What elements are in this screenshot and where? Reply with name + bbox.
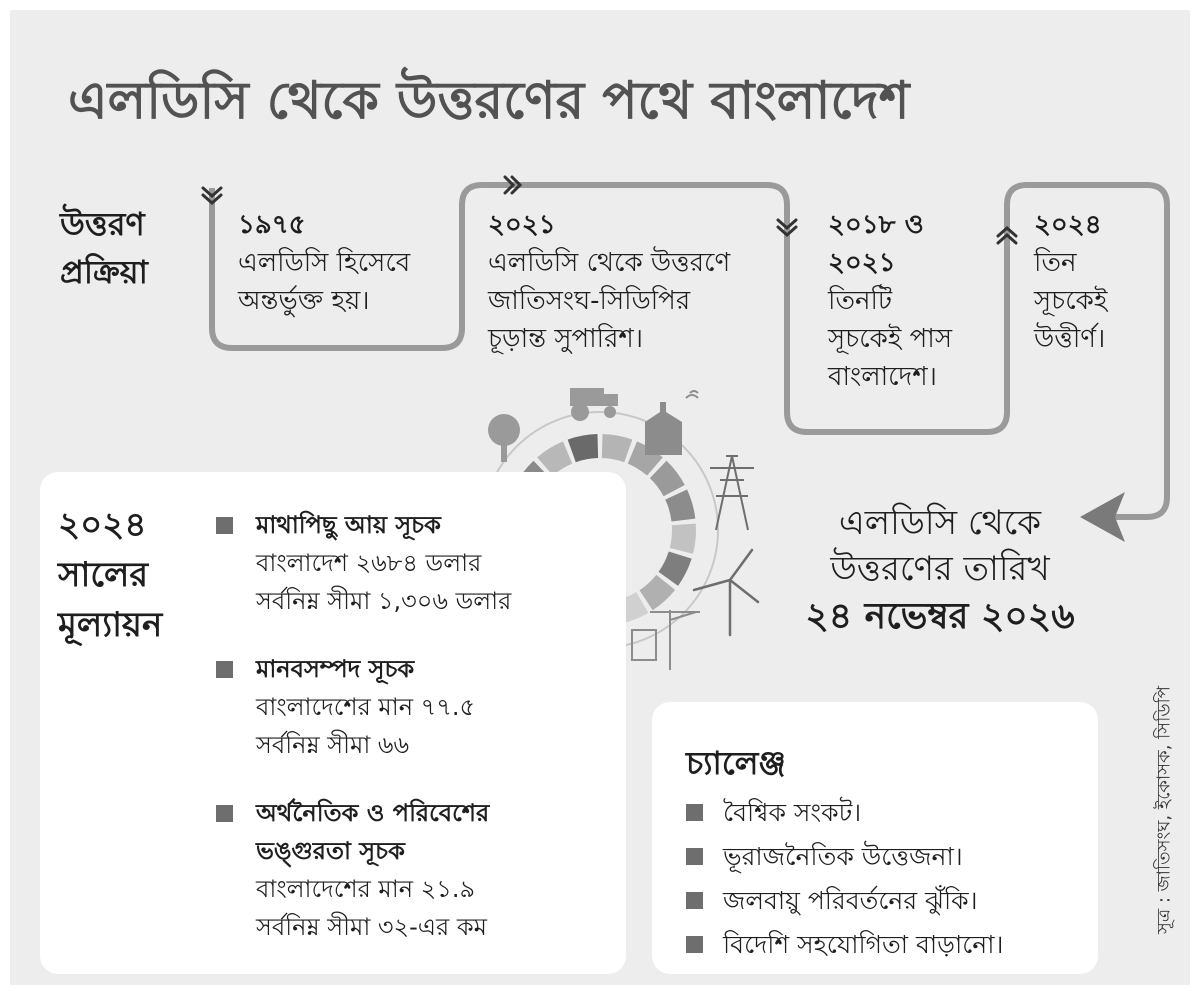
step-text: তিনটি xyxy=(828,286,893,316)
assessment-title-line: ২০২৪ xyxy=(58,505,147,545)
indicator-line: বাংলাদেশের মান ২১.৯ xyxy=(256,875,476,903)
step-text: জাতিসংঘ-সিডিপির xyxy=(488,286,691,316)
wheel-segment xyxy=(670,524,696,554)
bullet-square-icon xyxy=(216,517,233,534)
step-text: তিন xyxy=(1034,248,1077,278)
indicator-line: সর্বনিম্ন সীমা ১,৩০৬ ডলার xyxy=(256,587,512,615)
wheel-segment xyxy=(568,434,598,462)
assessment-title-line: মূল্যায়ন xyxy=(58,605,163,645)
indicator-line: সর্বনিম্ন সীমা ৩২-এর কম xyxy=(256,913,488,941)
timeline-step-1975 xyxy=(238,206,458,320)
challenge-text: ভূরাজনৈতিক উত্তেজনা। xyxy=(723,842,963,871)
challenge-item xyxy=(686,884,978,918)
bullet-square-icon xyxy=(686,848,703,865)
wind-turbine-icon xyxy=(694,550,758,635)
factory-icon xyxy=(645,391,698,455)
challenge-item xyxy=(686,840,963,874)
step-year: ২০২৪ xyxy=(1034,210,1102,240)
process-label-line: প্রক্রিয়া xyxy=(60,253,148,291)
bullet-square-icon xyxy=(216,805,233,822)
challenges-title: চ্যালেঞ্জ xyxy=(686,744,786,782)
step-text: এলডিসি থেকে উত্তরণে xyxy=(488,248,731,278)
indicator-per-capita-income xyxy=(216,506,616,620)
timeline-step-2021 xyxy=(488,206,778,358)
indicator-line: বাংলাদেশ ২৬৮৪ ডলার xyxy=(256,549,482,577)
step-text: অন্তর্ভুক্ত হয়। xyxy=(238,286,370,316)
tree-icon xyxy=(488,414,520,462)
process-label-line: উত্তরণ xyxy=(60,205,145,243)
indicator-vulnerability xyxy=(216,794,616,946)
indicator-heading: অর্থনৈতিক ও পরিবেশের xyxy=(256,799,490,827)
step-text: বাংলাদেশ। xyxy=(828,362,937,392)
graduation-line: উত্তরণের তারিখ xyxy=(830,549,1050,589)
step-text: সূচকেই পাস xyxy=(828,324,952,354)
bullet-square-icon xyxy=(686,936,703,953)
step-year: ২০২১ xyxy=(488,210,556,240)
indicator-heading: মাথাপিছু আয় সূচক xyxy=(256,511,441,539)
assessment-title-line: সালের xyxy=(58,555,149,595)
process-label xyxy=(60,200,148,296)
source-text: সূত্র : জাতিসংঘ, ইকোসক, সিডিপি xyxy=(1153,686,1175,934)
bullet-square-icon xyxy=(216,661,233,678)
wheel-segment xyxy=(665,489,695,521)
challenge-text: জলবায়ু পরিবর্তনের ঝুঁকি। xyxy=(723,886,978,915)
indicator-line: সর্বনিম্ন সীমা ৬৬ xyxy=(256,731,410,759)
step-year: ১৯৭৫ xyxy=(238,210,306,240)
bullet-square-icon xyxy=(686,892,703,909)
graduation-line: এলডিসি থেকে xyxy=(838,503,1042,543)
bullet-square-icon xyxy=(686,804,703,821)
challenge-text: বৈশ্বিক সংকট। xyxy=(723,798,862,827)
timeline-step-2024 xyxy=(1034,206,1164,358)
step-text: এলডিসি হিসেবে xyxy=(238,248,411,278)
tractor-icon xyxy=(570,388,618,421)
challenge-item xyxy=(686,796,861,830)
step-text: উত্তীর্ণ। xyxy=(1034,324,1106,354)
step-text: চূড়ান্ত সুপারিশ। xyxy=(488,324,644,354)
graduation-date-block xyxy=(770,500,1110,640)
timeline-step-2018-2021 xyxy=(828,206,998,396)
challenge-item xyxy=(686,928,1003,962)
step-text: সূচকেই xyxy=(1034,286,1108,316)
indicator-human-assets xyxy=(216,650,616,764)
infographic xyxy=(10,10,1190,985)
challenge-text: বিদেশি সহযোগিতা বাড়ানো। xyxy=(723,930,1004,959)
graduation-date: ২৪ নভেম্বর ২০২৬ xyxy=(805,596,1075,637)
indicator-line: বাংলাদেশের মান ৭৭.৫ xyxy=(256,693,476,721)
assessment-title xyxy=(58,500,218,650)
page-title: এলডিসি থেকে উত্তরণের পথে বাংলাদেশ xyxy=(68,71,910,131)
source-credit xyxy=(1150,650,1180,970)
step-year: ২০১৮ ও xyxy=(828,210,924,240)
wheel-segment xyxy=(602,434,632,462)
step-year: ২০২১ xyxy=(828,248,896,278)
indicator-heading: মানবসম্পদ সূচক xyxy=(256,655,415,683)
indicator-heading: ভঙ্গুরতা সূচক xyxy=(256,837,405,865)
